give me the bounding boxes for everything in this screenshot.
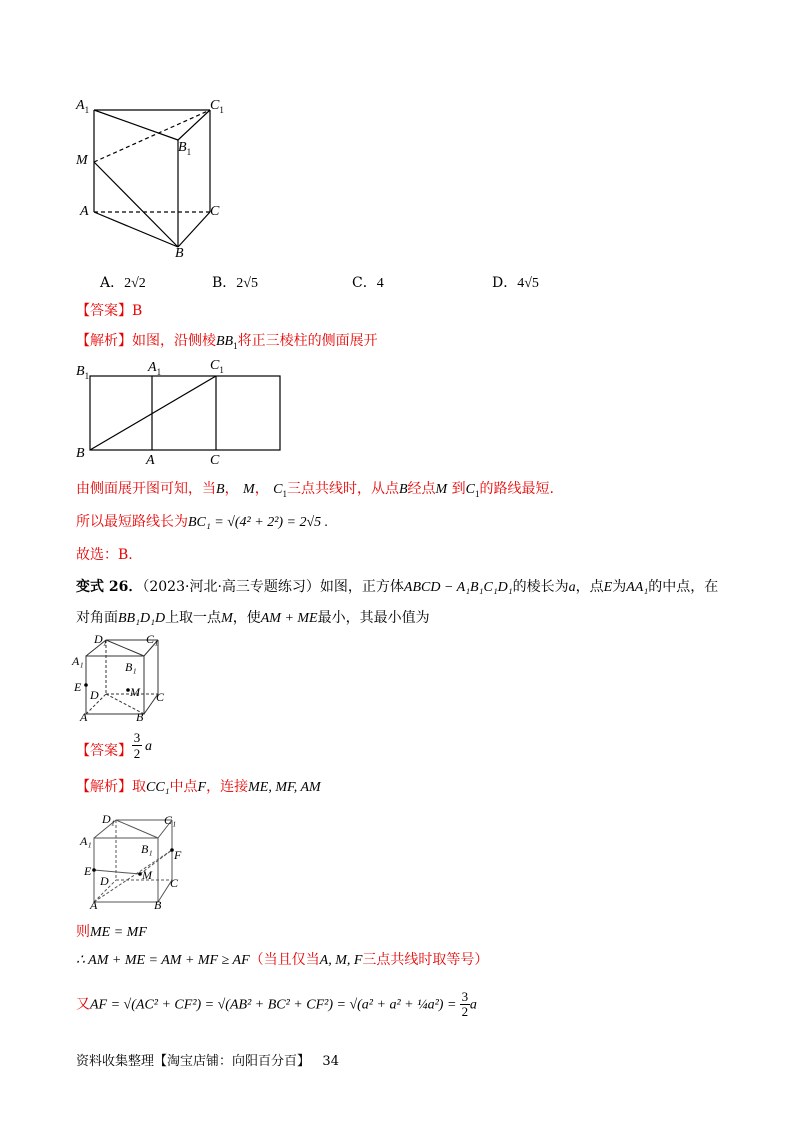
cube1-label-E: E <box>74 680 82 694</box>
unfold-label-A1: $A_1$ <box>148 360 162 377</box>
unfold-label-B: B <box>76 446 85 461</box>
option-a: A．2√2 <box>100 275 146 291</box>
label-C1: $C_1$ <box>210 98 224 115</box>
cube2-label-A: A <box>90 898 98 912</box>
proof-line-3: 又AF = √(AC² + CF²) = √(AB² + BC² + CF²) = √(a² + a² + ¼a²) = $\frac{3}{2}$ a <box>76 989 477 1019</box>
cube2-label-B: B <box>154 898 162 912</box>
explain-line-1: 由侧面展开图可知，当B， M， $C_1$三点共线时，从点B经点M 到$C_1$的路线最短. <box>76 481 554 499</box>
cube1-label-B1: B₁ <box>125 660 137 674</box>
label-B: B <box>175 246 184 261</box>
cube2-label-A1: A₁ <box>80 834 92 848</box>
label-A1: $A_1$ <box>76 98 90 115</box>
label-C: C <box>210 204 220 219</box>
cube1-label-C1: C₁ <box>146 632 159 646</box>
label-M: M <box>76 153 88 168</box>
explain-line-2: 所以最短路线长为BC₁ = √(4² + 2²) = 2√5 . <box>76 514 329 530</box>
page-number: 34 <box>322 1054 339 1069</box>
option-b: B．2√5 <box>212 275 258 291</box>
answer-2-fraction: 3 2 <box>133 730 141 761</box>
cube2-label-E: E <box>84 864 92 878</box>
cube2-label-C1: C₁ <box>164 813 177 827</box>
cube2-label-D: D <box>100 874 109 888</box>
label-A: A <box>80 204 89 219</box>
cube2-label-M: M <box>142 868 152 882</box>
cube1-label-D1: D₁ <box>94 632 107 646</box>
prism-figure <box>70 92 240 267</box>
variant-line-1: 变式 26．（2023·河北·高三专题练习）如图，正方体ABCD − A₁B₁C₁D₁的棱长为a，点E为AA₁的中点，在 <box>76 579 719 595</box>
explain-line-3: 故选：B. <box>76 547 133 563</box>
cube1-label-D: D <box>90 688 99 702</box>
unfold-label-C1: $C_1$ <box>210 358 224 375</box>
analysis-1: 【解析】如图，沿侧棱$BB_1$将正三棱柱的侧面展开 <box>76 333 378 351</box>
cube2-label-B1: B₁ <box>141 842 153 856</box>
cube1-label-M: M <box>130 685 140 699</box>
answer-1: 【答案】B <box>76 303 143 319</box>
proof-line-1: 则ME = MF <box>76 924 147 940</box>
option-d: D．4√5 <box>492 275 539 291</box>
cube1-label-B: B <box>136 710 144 724</box>
unfold-label-B1: $B_1$ <box>76 364 90 381</box>
cube2-label-F: F <box>174 848 182 862</box>
cube1-label-C: C <box>156 690 165 704</box>
answer-2-var: a <box>145 739 152 754</box>
option-c: C．4 <box>352 275 384 291</box>
unfold-label-A: A <box>146 453 155 468</box>
cube1-label-A1: A₁ <box>72 654 84 668</box>
page-footer: 资料收集整理【淘宝店铺：向阳百分百】 34 <box>76 1054 339 1069</box>
label-B1: $B_1$ <box>178 140 192 157</box>
cube2-label-C: C <box>170 876 179 890</box>
cube1-label-A: A <box>80 710 88 724</box>
answer-2-tag: 【答案】 <box>76 743 132 759</box>
proof-line-2: ∴ AM + ME = AM + MF ≥ AF（当且仅当A, M, F三点共线时取等号） <box>76 952 489 968</box>
cube2-label-D1: D₁ <box>102 812 115 826</box>
variant-line-2: 对角面BB₁D₁D上取一点M，使AM + ME最小，其最小值为 <box>76 610 430 626</box>
analysis-2: 【解析】取CC₁中点F，连接ME, MF, AM <box>76 779 321 795</box>
cube-figure-1 <box>76 632 176 724</box>
unfold-figure <box>88 374 284 454</box>
unfold-label-C: C <box>210 453 220 468</box>
